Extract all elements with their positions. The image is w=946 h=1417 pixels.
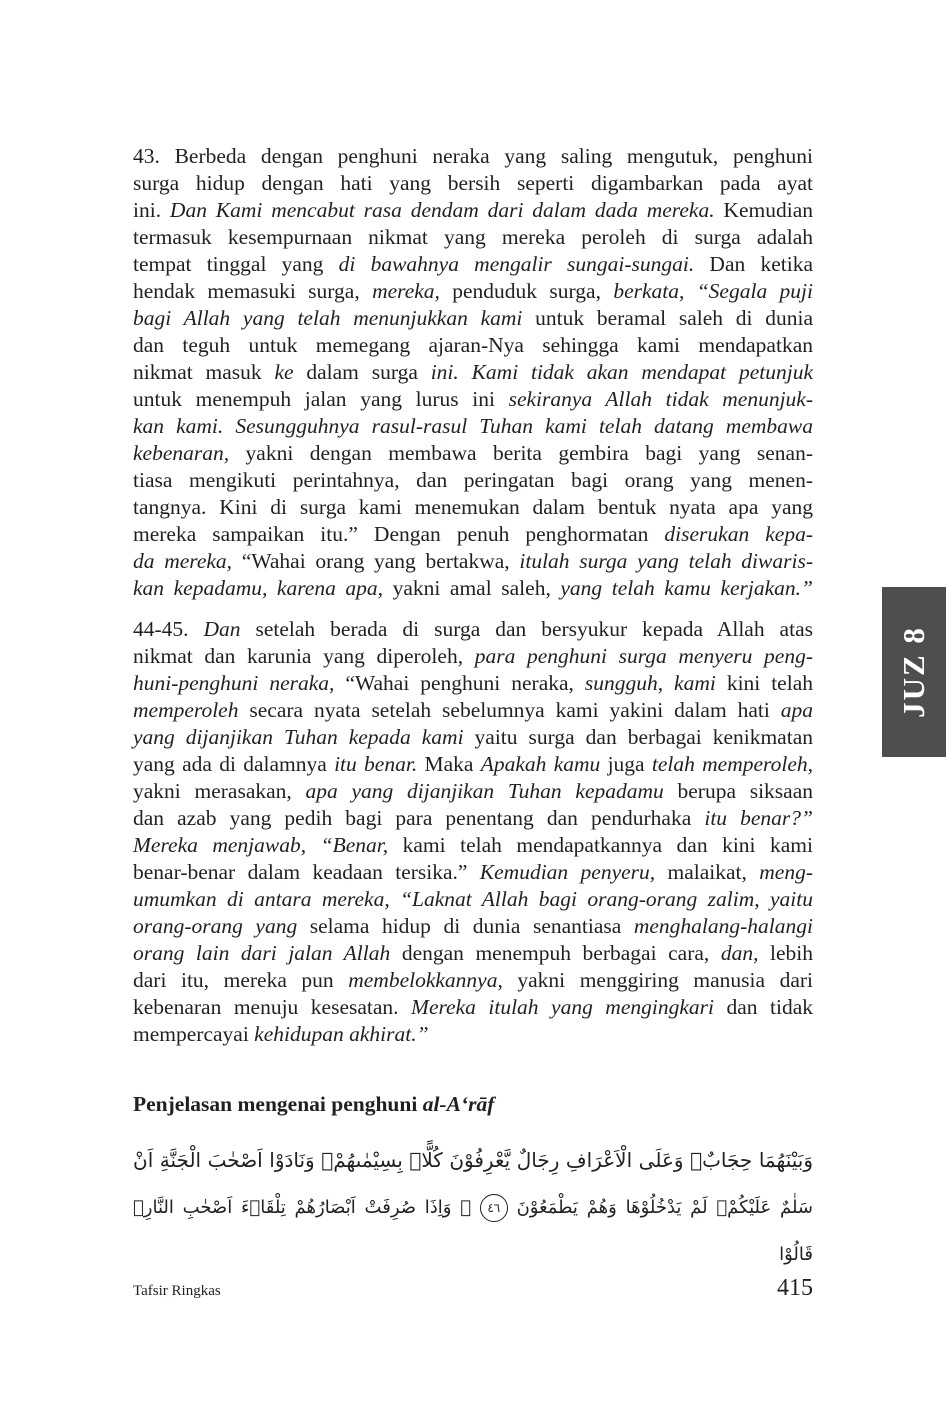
commentary-text: lebih: [758, 941, 813, 965]
commentary-text: 44-45.: [133, 617, 204, 641]
commentary-text: penduduk surga,: [439, 279, 614, 303]
commentary-text: untuk beramal saleh di dunia: [522, 306, 813, 330]
commentary-text: “Wahai orang yang bertakwa,: [232, 549, 520, 573]
quran-translation-text: sekiranya Allah tidak menunjuk-: [508, 387, 814, 411]
commentary-text: dengan menempuh berbagai cara,: [390, 941, 721, 965]
text-line: [133, 440, 813, 467]
text-line: [133, 386, 813, 413]
tafsir-paragraph: [133, 143, 813, 602]
verse-number-marker: ٤٦: [480, 1194, 508, 1222]
tafsir-paragraph: [133, 616, 813, 1048]
text-line: [133, 778, 813, 805]
text-line: [133, 359, 813, 386]
quran-translation-text: da mereka,: [133, 549, 233, 573]
commentary-text: hendak memasuki surga,: [133, 279, 373, 303]
quran-translation-text: menghalang-halangi: [633, 914, 814, 938]
commentary-text: kebenaran menuju kesesatan.: [133, 995, 412, 1019]
quran-translation-text: Dan Kami mencabut rasa dendam dari dalam dada mereka.: [169, 198, 715, 222]
text-line: [133, 832, 813, 859]
quran-translation-text: telah memperoleh,: [651, 752, 813, 776]
commentary-text: kini telah: [715, 671, 813, 695]
commentary-text: nikmat masuk: [133, 360, 275, 384]
text-line: [133, 251, 813, 278]
text-line: [133, 994, 813, 1021]
commentary-text: tangnya. Kini di surga kami menemukan dalam bentuk nyata apa yang: [133, 495, 813, 519]
text-line: [133, 886, 813, 913]
quran-translation-text: itu benar.: [334, 752, 418, 776]
commentary-text: Maka: [417, 752, 481, 776]
quran-translation-text: di bawahnya mengalir sungai-sungai.: [338, 252, 695, 276]
commentary-text: dalam surga: [293, 360, 431, 384]
quran-translation-text: itulah surga yang telah diwaris-: [519, 549, 813, 573]
commentary-text: dan tidak: [713, 995, 813, 1019]
commentary-text: 43. Berbeda dengan penghuni neraka yang saling mengutuk, penghuni: [133, 144, 813, 168]
text-line: [133, 575, 813, 602]
commentary-text: yakni amal saleh,: [383, 576, 561, 600]
text-line: [133, 224, 813, 251]
commentary-text: yaitu surga dan berbagai kenikmatan: [463, 725, 813, 749]
commentary-text: Kemudian: [714, 198, 813, 222]
quran-translation-text: umumkan di antara mereka, “Laknat Allah bagi orang-orang zalim, yaitu: [133, 887, 813, 911]
text-line: [133, 616, 813, 643]
quran-translation-text: yang dijanjikan Tuhan kepada kami: [133, 725, 464, 749]
quran-translation-text: apa yang dijanjikan Tuhan kepadamu: [305, 779, 664, 803]
quran-translation-text: huni-penghuni neraka,: [133, 671, 335, 695]
quran-verse-block: [133, 1137, 813, 1265]
commentary-text: setelah berada di surga dan bersyukur kepada Allah atas: [240, 617, 813, 641]
commentary-text: dari itu, mereka pun: [133, 968, 349, 992]
commentary-text: benar-benar dalam keadaan tersika.”: [133, 860, 480, 884]
quran-translation-text: kebenaran,: [133, 441, 230, 465]
commentary-text: tiasa mengikuti perintahnya, dan peringatan bagi orang yang menen-: [133, 468, 813, 492]
arabic-verse-text: ۞ وَاِذَا صُرِفَتْ اَبْصَارُهُمْ تِلْقَاۤءَ اَصْحٰبِ النَّارِۙ قَالُوْا: [133, 1197, 813, 1265]
text-line: [133, 305, 813, 332]
quran-translation-text: kehidupan akhirat.”: [254, 1022, 429, 1046]
quran-translation-text: para penghuni surga menyeru peng-: [474, 644, 813, 668]
commentary-text: berupa siksaan: [663, 779, 813, 803]
juz-label: JUZ 8: [896, 626, 932, 718]
commentary-text: yakni dengan membawa berita gembira bagi yang senan-: [229, 441, 813, 465]
section-heading: [133, 1090, 813, 1118]
commentary-text: yakni menggiring manusia dari: [502, 968, 814, 992]
section-heading-text: Penjelasan mengenai penghuni: [133, 1092, 423, 1116]
quran-translation-text: itu benar?”: [704, 806, 813, 830]
text-line: [133, 751, 813, 778]
text-line: [133, 697, 813, 724]
text-line: [133, 332, 813, 359]
running-footer-title: Tafsir Ringkas: [133, 1283, 221, 1299]
commentary-text: mempercayai: [133, 1022, 255, 1046]
text-line: [133, 143, 813, 170]
text-line: [133, 1021, 813, 1048]
commentary-text: nikmat dan karunia yang diperoleh,: [133, 644, 475, 668]
quran-translation-text: yang telah kamu kerjakan.”: [560, 576, 813, 600]
quran-translation-text: mereka,: [372, 279, 440, 303]
quran-translation-text: kan kepadamu, karena apa,: [133, 576, 384, 600]
quran-translation-text: Kemudian penyeru,: [479, 860, 656, 884]
quran-translation-text: orang-orang yang: [133, 914, 298, 938]
text-line: [133, 170, 813, 197]
quran-translation-text: diserukan kepa-: [664, 522, 813, 546]
commentary-text: Dan ketika: [694, 252, 813, 276]
text-line: [133, 940, 813, 967]
quran-translation-text: orang lain dari jalan Allah: [133, 941, 391, 965]
page-number: 415: [777, 1275, 813, 1301]
quran-verse-line: [133, 1184, 813, 1265]
text-line: [133, 413, 813, 440]
commentary-text: surga hidup dengan hati yang bersih seperti digambarkan pada ayat: [133, 171, 813, 195]
commentary-text: malaikat,: [655, 860, 760, 884]
section-heading-term: al-A‘rāf: [422, 1092, 495, 1116]
quran-translation-text: sungguh, kami: [584, 671, 716, 695]
text-line: [133, 724, 813, 751]
commentary-text: yang ada di dalamnya: [133, 752, 335, 776]
commentary-text: juga: [600, 752, 652, 776]
commentary-text: “Wahai penghuni neraka,: [334, 671, 585, 695]
quran-translation-text: apa: [780, 698, 813, 722]
commentary-text: ini.: [133, 198, 170, 222]
commentary-text: dan teguh untuk memegang ajaran-Nya sehingga kami mendapatkan: [133, 333, 813, 357]
commentary-text: dan azab yang pedih bagi para penentang dan pendurhaka: [133, 806, 705, 830]
text-line: [133, 859, 813, 886]
commentary-text: selama hidup di dunia senantiasa: [297, 914, 634, 938]
quran-translation-text: dan,: [720, 941, 759, 965]
quran-translation-text: membelokkannya,: [348, 968, 503, 992]
text-line: [133, 521, 813, 548]
commentary-text: kami telah mendapatkannya dan kini kami: [388, 833, 813, 857]
commentary-text: tempat tinggal yang: [133, 252, 339, 276]
quran-translation-text: memperoleh: [133, 698, 239, 722]
text-line: [133, 494, 813, 521]
quran-translation-text: berkata, “Segala puji: [613, 279, 813, 303]
juz-thumb-tab: [882, 587, 946, 757]
text-line: [133, 278, 813, 305]
quran-translation-text: Apakah kamu: [480, 752, 601, 776]
commentary-text: untuk menempuh jalan yang lurus ini: [133, 387, 509, 411]
quran-translation-text: Mereka itulah yang mengingkari: [411, 995, 714, 1019]
quran-translation-text: meng-: [759, 860, 813, 884]
text-line: [133, 967, 813, 994]
text-line: [133, 643, 813, 670]
text-line: [133, 913, 813, 940]
quran-translation-text: ini. Kami tidak akan mendapat petunjuk: [430, 360, 813, 384]
text-line: [133, 548, 813, 575]
quran-translation-text: kan kami. Sesungguhnya rasul-rasul Tuhan kami telah datang membawa: [133, 414, 813, 438]
arabic-verse-text: وَبَيْنَهُمَا حِجَابٌۚ وَعَلَى الْاَعْرَافِ رِجَالٌ يَّعْرِفُوْنَ كُلًّاۢ بِسِيْمٰىهُمْۚ وَنَادَوْا اَصْحٰبَ الْجَنَّةِ اَنْ: [133, 1148, 813, 1172]
commentary-text: secara nyata setelah sebelumnya kami yakini dalam hati: [238, 698, 781, 722]
text-line: [133, 670, 813, 697]
body-text: [133, 143, 813, 1048]
text-line: [133, 467, 813, 494]
arabic-verse-text: سَلٰمٌ عَلَيْكُمْۗ لَمْ يَدْخُلُوْهَا وَهُمْ يَطْمَعُوْنَ: [516, 1197, 813, 1218]
quran-translation-text: Dan: [203, 617, 241, 641]
quran-translation-text: Mereka menjawab, “Benar,: [133, 833, 389, 857]
quran-verse-line: [133, 1137, 813, 1184]
commentary-text: mereka sampaikan itu.” Dengan penuh penghormatan: [133, 522, 665, 546]
quran-translation-text: ke: [274, 360, 294, 384]
quran-translation-text: bagi Allah yang telah menunjukkan kami: [133, 306, 523, 330]
text-line: [133, 805, 813, 832]
commentary-text: termasuk kesempurnaan nikmat yang mereka peroleh di surga adalah: [133, 225, 813, 249]
commentary-text: yakni merasakan,: [133, 779, 306, 803]
text-line: [133, 197, 813, 224]
